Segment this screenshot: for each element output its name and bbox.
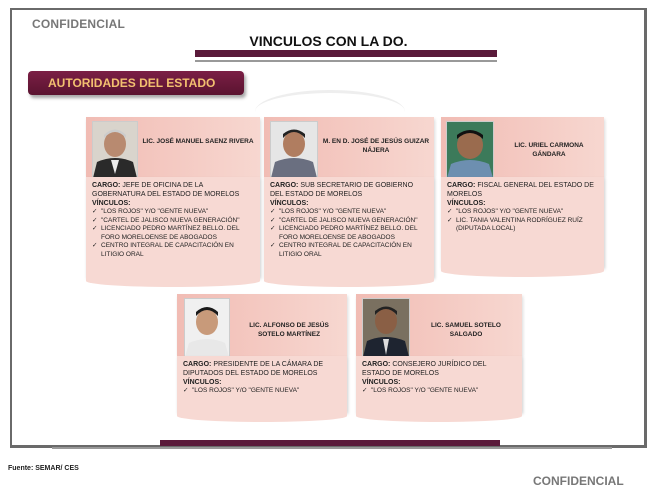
profile-card	[177, 294, 347, 412]
confidential-label-top: CONFIDENCIAL	[32, 17, 126, 31]
person-photo	[270, 121, 318, 179]
list-item: ✓ CENTRO INTEGRAL DE CAPACITACIÓN EN LITIGIO ORAL	[92, 242, 254, 259]
vinculos-list	[264, 208, 434, 259]
person-name: M. EN D. JOSÉ DE JESÚS GUIZAR NÁJERA	[322, 138, 430, 154]
vinculos-list	[441, 208, 604, 234]
person-name: LIC. JOSÉ MANUEL SAENZ RIVERA	[142, 138, 254, 145]
list-item: ✓ "CARTEL DE JALISCO NUEVA GENERACIÓN"	[270, 217, 428, 226]
vinculos-list	[86, 208, 260, 259]
person-name: LIC. SAMUEL SOTELO SALGADO	[431, 322, 501, 338]
list-item: ✓ "LOS ROJOS" Y/O "GENTE NUEVA"	[92, 208, 254, 217]
list-item: ✓ LICENCIADO PEDRO MARTÍNEZ BELLO. DEL FORO MORELOENSE DE ABOGADOS	[270, 225, 428, 242]
person-photo	[446, 121, 494, 179]
cargo-text: CARGO: JEFE DE OFICINA DE LA GOBERNATURA DEL ESTADO DE MORELOS	[92, 182, 240, 198]
list-item: ✓ LICENCIADO PEDRO MARTÍNEZ BELLO. DEL FORO MORELOENSE DE ABOGADOS	[92, 225, 254, 242]
list-item: ✓ "CARTEL DE JALISCO NUEVA GENERACIÓN"	[92, 217, 254, 226]
vinculos-label: VÍNCULOS:	[183, 379, 222, 386]
page-title: VINCULOS CON LA DO.	[249, 33, 408, 49]
footer-bar	[160, 440, 500, 446]
vinculos-label: VÍNCULOS:	[92, 200, 131, 207]
profile-card	[86, 117, 260, 277]
person-name: LIC. URIEL CARMONA GÁNDARA	[514, 142, 584, 158]
confidential-label-bottom: CONFIDENCIAL	[533, 474, 624, 488]
list-item: ✓ "LOS ROJOS" Y/O "GENTE NUEVA"	[183, 387, 341, 396]
profile-card	[441, 117, 604, 267]
cargo-text: CARGO: SUB SECRETARIO DE GOBIERNO DEL ESTADO DE MORELOS	[270, 182, 414, 198]
person-photo	[184, 298, 230, 358]
list-item: ✓ "LOS ROJOS" Y/O "GENTE NUEVA"	[270, 208, 428, 217]
cargo-text: CARGO: FISCAL GENERAL DEL ESTADO DE MORELOS	[447, 182, 594, 198]
footer-line	[52, 447, 612, 449]
list-item: ✓ LIC. TANIA VALENTINA RODRÍGUEZ RUÍZ (DIPUTADA LOCAL)	[447, 217, 598, 234]
person-photo	[362, 298, 410, 358]
list-item: ✓ "LOS ROJOS" Y/O "GENTE NUEVA"	[362, 387, 516, 396]
profile-card	[264, 117, 434, 277]
title-underline-thin	[195, 60, 497, 62]
cargo-text: CARGO: PRESIDENTE DE LA CÁMARA DE DIPUTADOS DEL ESTADO DE MORELOS	[183, 361, 324, 377]
section-label: AUTORIDADES DEL ESTADO	[28, 71, 244, 95]
vinculos-label: VÍNCULOS:	[362, 379, 401, 386]
vinculos-label: VÍNCULOS:	[447, 200, 486, 207]
list-item: ✓ CENTRO INTEGRAL DE CAPACITACIÓN EN LITIGIO ORAL	[270, 242, 428, 259]
person-photo	[92, 121, 138, 179]
profile-card	[356, 294, 522, 412]
vinculos-list	[356, 387, 522, 396]
list-item: ✓ "LOS ROJOS" Y/O "GENTE NUEVA"	[447, 208, 598, 217]
title-underline	[195, 50, 497, 57]
person-name: LIC. ALFONSO DE JESÚS SOTELO MARTÍNEZ	[249, 322, 329, 338]
cargo-text: CARGO: CONSEJERO JURÍDICO DEL ESTADO DE MORELOS	[362, 361, 487, 377]
source-note: Fuente: SEMAR/ CES	[8, 465, 79, 472]
vinculos-label: VÍNCULOS:	[270, 200, 309, 207]
vinculos-list	[177, 387, 347, 396]
